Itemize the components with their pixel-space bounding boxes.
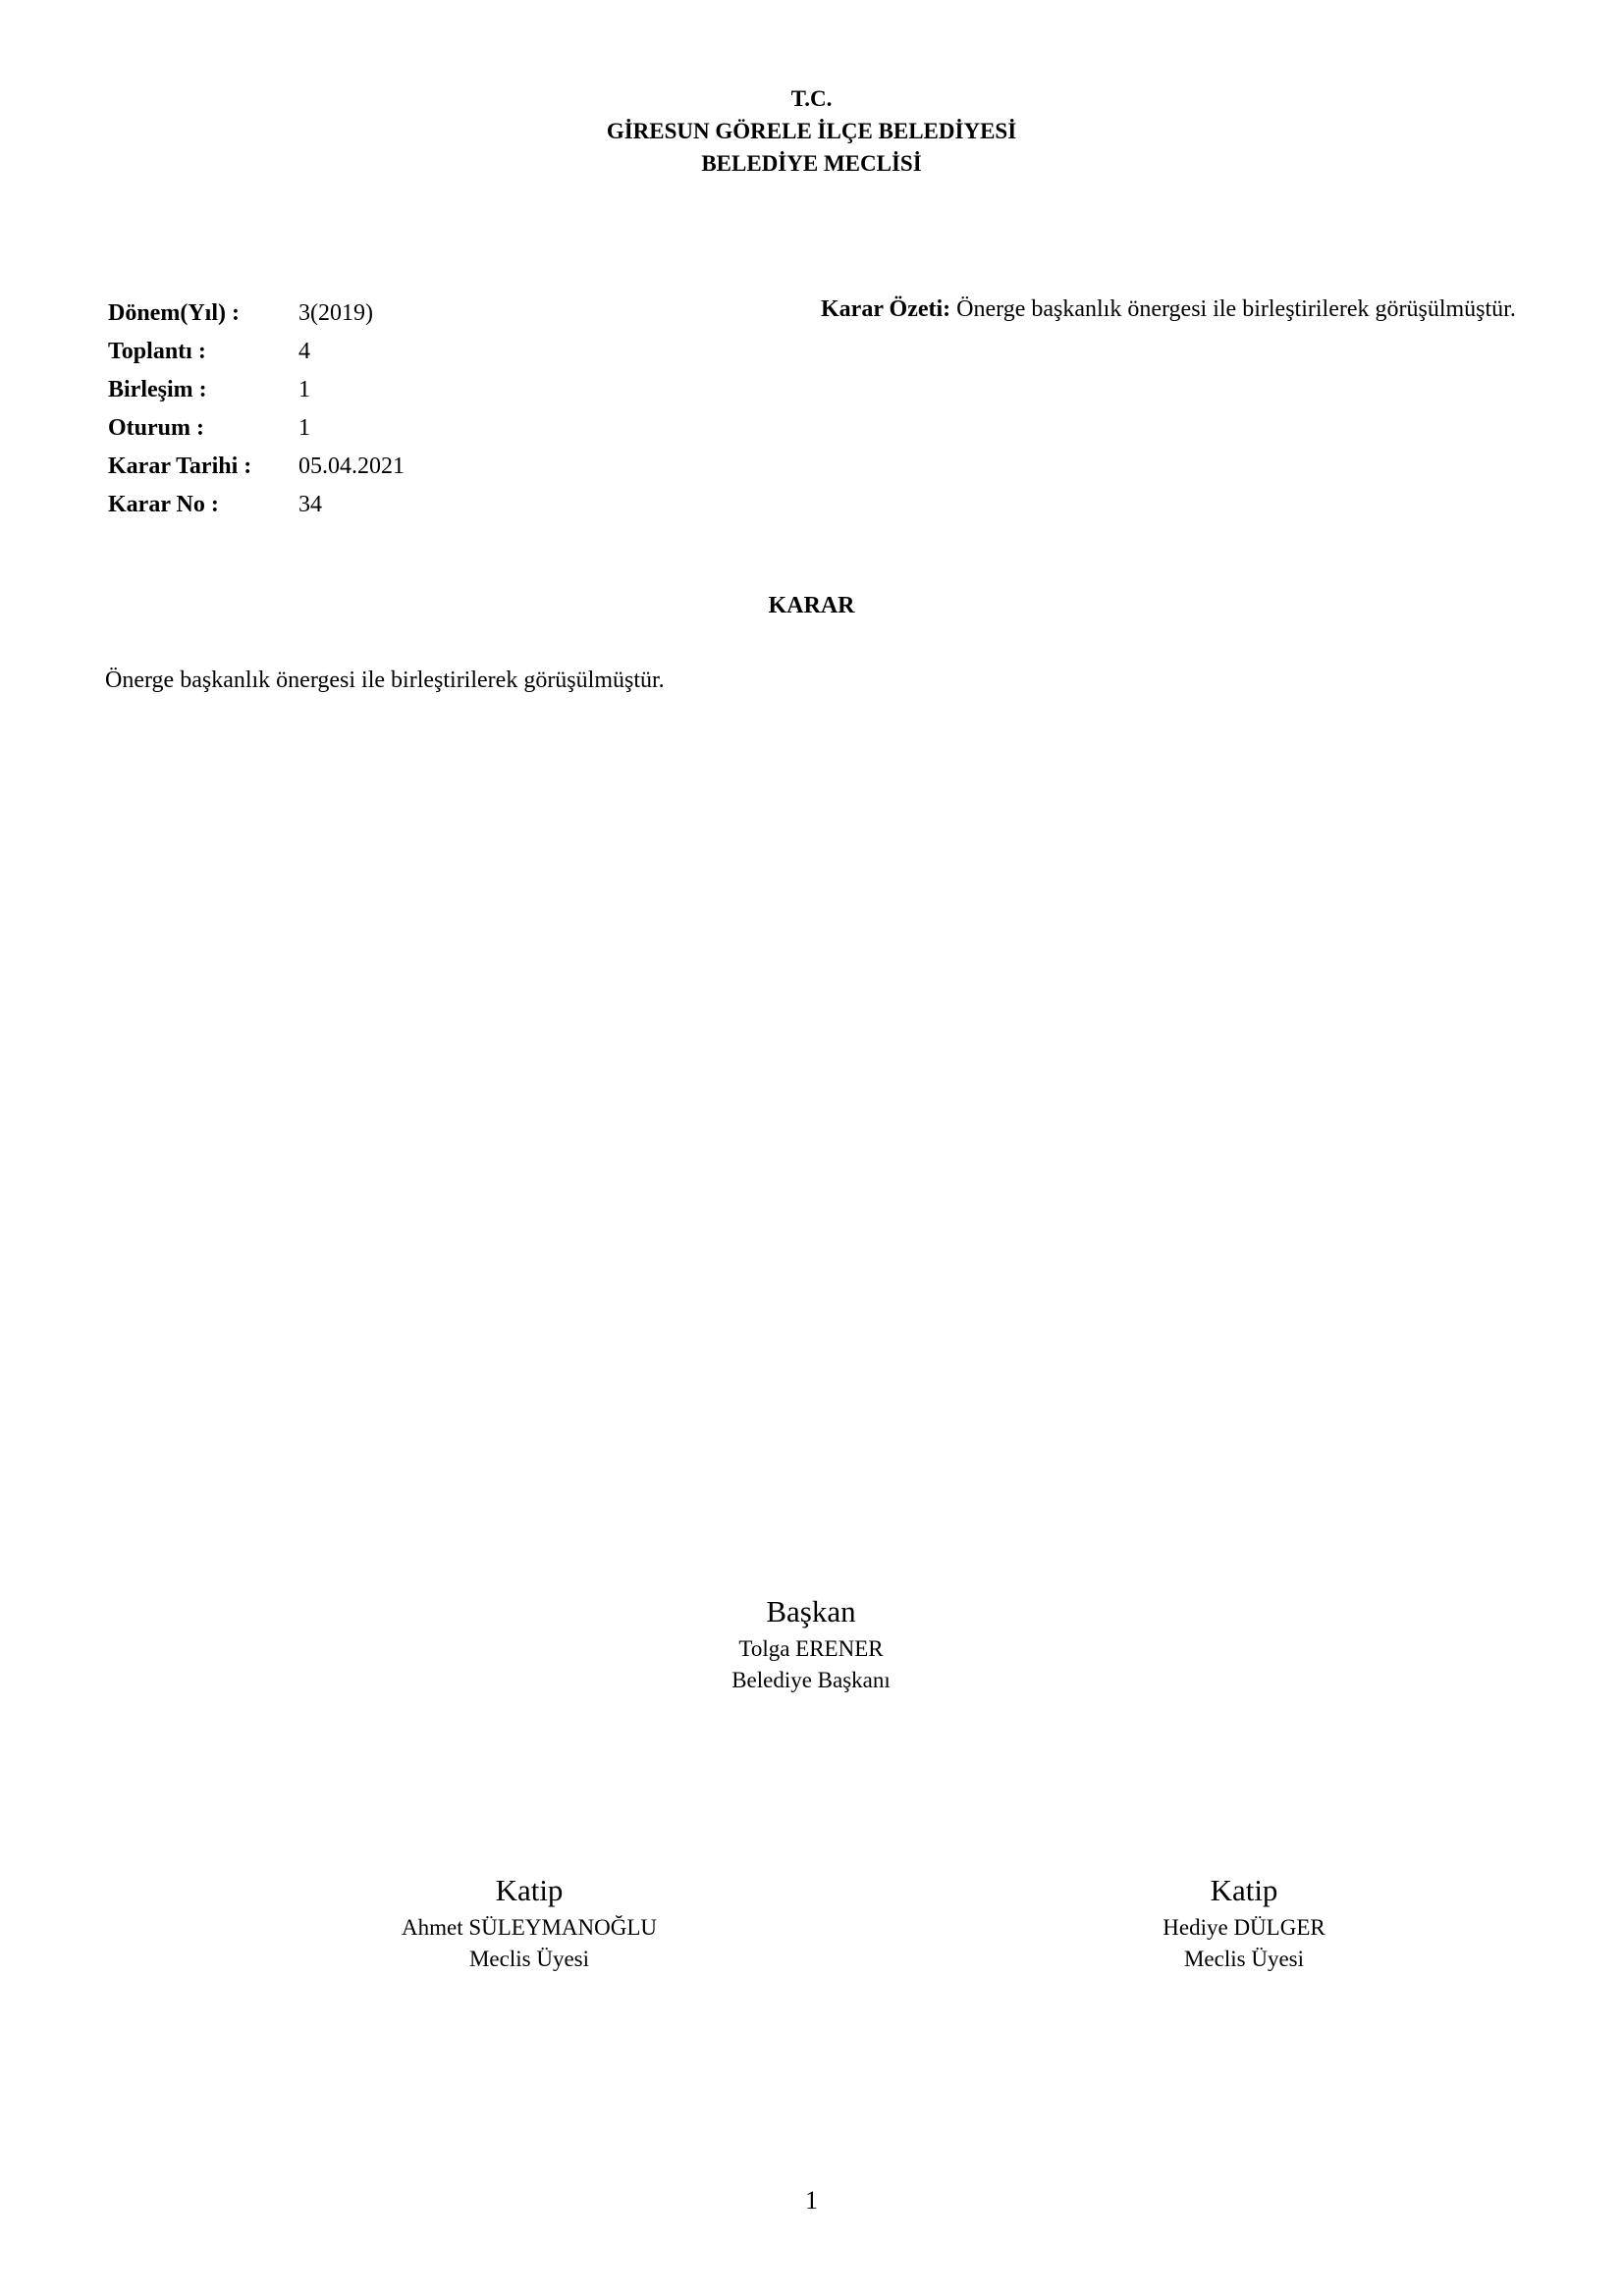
meta-key: Birleşim : <box>108 377 207 402</box>
meta-value: 1 <box>298 415 310 441</box>
meta-key: Oturum : <box>108 415 204 441</box>
signature-title: Başkan <box>766 1594 856 1629</box>
signature-title: Katip <box>495 1873 564 1907</box>
meta-key: Dönem(Yıl) : <box>108 300 240 326</box>
signature-clerk-right <box>1048 1869 1440 1975</box>
header-line-council: BELEDİYE MECLİSİ <box>701 151 922 176</box>
summary-text: Önerge başkanlık önergesi ile birleştirilerek görüşülmüştür. <box>950 296 1516 322</box>
meta-row-donem <box>108 294 405 333</box>
meta-value: 3(2019) <box>298 300 373 326</box>
document-header <box>0 82 1623 180</box>
signature-role: Meclis Üyesi <box>1183 1947 1304 1971</box>
meta-value: 1 <box>298 377 310 402</box>
meta-row-birlesim <box>108 371 405 409</box>
meta-value: 34 <box>298 492 322 517</box>
meta-value: 4 <box>298 339 310 364</box>
page-number: 1 <box>805 2186 818 2215</box>
meeting-metadata <box>108 294 405 524</box>
signature-name: Ahmet SÜLEYMANOĞLU <box>401 1915 657 1940</box>
summary-label: Karar Özeti: <box>821 296 951 322</box>
signature-name: Tolga ERENER <box>738 1636 884 1661</box>
signature-name: Hediye DÜLGER <box>1163 1915 1325 1940</box>
signature-role: Belediye Başkanı <box>731 1668 891 1692</box>
decision-title: KARAR <box>768 593 855 618</box>
meta-row-karar-tarihi <box>108 448 405 486</box>
meta-value: 05.04.2021 <box>298 454 405 479</box>
meta-key: Toplantı : <box>108 339 206 364</box>
signature-role: Meclis Üyesi <box>468 1947 589 1971</box>
decision-text: Önerge başkanlık önergesi ile birleştirilerek görüşülmüştür. <box>105 667 665 693</box>
meta-key: Karar Tarihi : <box>108 454 252 479</box>
meta-key: Karar No : <box>108 492 219 517</box>
signature-chair <box>615 1590 1007 1696</box>
header-line-tc: T.C. <box>790 86 833 111</box>
meta-row-oturum <box>108 409 405 448</box>
decision-summary <box>821 293 1528 326</box>
meta-row-toplanti <box>108 333 405 371</box>
header-line-municipality: GİRESUN GÖRELE İLÇE BELEDİYESİ <box>606 119 1017 143</box>
signature-title: Katip <box>1210 1873 1278 1907</box>
signature-clerk-left <box>333 1869 726 1975</box>
meta-row-karar-no <box>108 486 405 524</box>
